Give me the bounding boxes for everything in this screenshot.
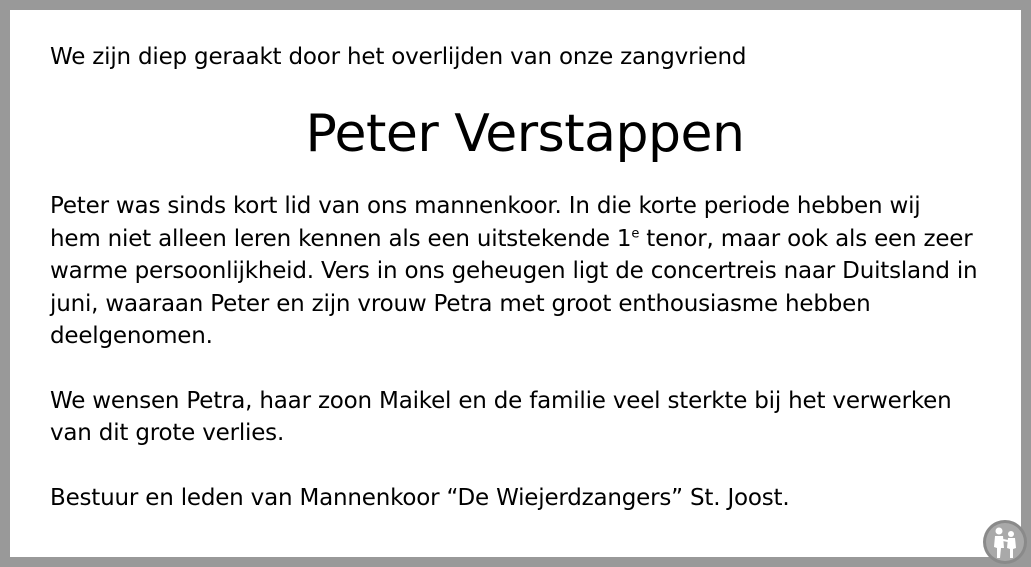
paragraph-line-part: tenor, maar ook als een zeer	[639, 225, 973, 252]
paragraph-condolence	[50, 385, 1000, 450]
intro-text: We zijn diep geraakt door het overlijden van onze zangvriend	[50, 44, 747, 70]
deceased-name: Peter Verstappen	[305, 104, 745, 164]
paragraph-tribute	[50, 190, 1000, 353]
memorial-logo-icon	[982, 518, 1028, 566]
paragraph-line: We wensen Petra, haar zoon Maikel en de familie veel sterkte bij het verwerken	[50, 387, 952, 414]
paragraph-line: van dit grote verlies.	[50, 420, 285, 446]
signature	[50, 482, 1000, 515]
paragraph-line: deelgenomen.	[50, 323, 213, 349]
paragraph-line: juni, waaraan Peter en zijn vrouw Petra met groot enthousiasme hebben	[50, 290, 871, 317]
paragraph-line	[50, 223, 1000, 256]
paragraph-line-part: hem niet alleen leren kennen als een uitstekende 1	[50, 225, 632, 252]
ordinal-superscript: e	[631, 225, 640, 241]
paragraph-line: Peter was sinds kort lid van ons mannenkoor. In die korte periode hebben wij	[50, 193, 921, 219]
signature-line: Bestuur en leden van Mannenkoor “De Wiejerdzangers” St. Joost.	[50, 484, 790, 511]
paragraph-line: warme persoonlijkheid. Vers in ons geheugen ligt de concertreis naar Duitsland in	[50, 258, 978, 284]
notice-content	[50, 40, 1000, 514]
